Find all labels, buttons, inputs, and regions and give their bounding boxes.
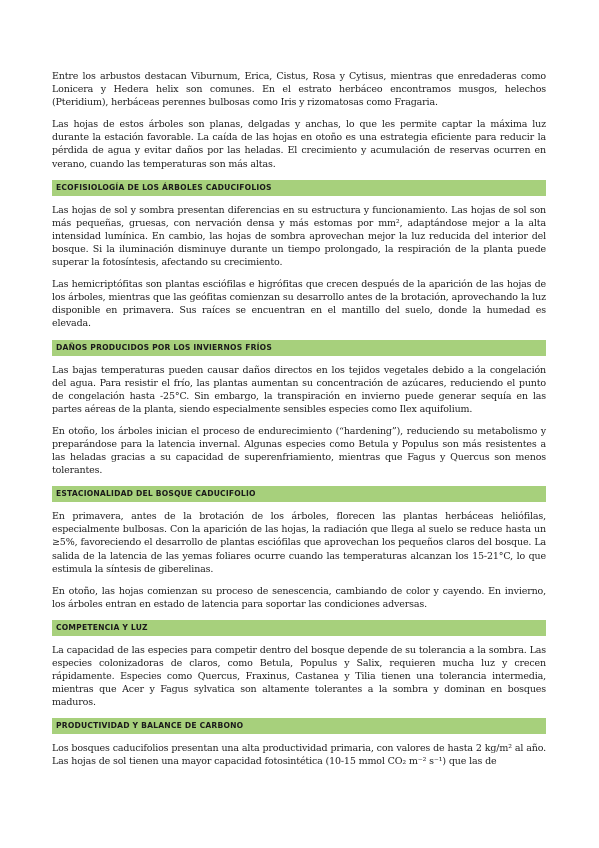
paragraph-shrubs: Entre los arbustos destacan Viburnum, Erica, Cistus, Rosa y Cytisus, mientras que enredaderas como Lonicera y Hedera helix son comunes. En el estrato herbáceo encontramos musgos, helechos (Pteridium), herbáceas perennes bulbosas como Iris y rizomatosas como Fragaria. [52, 71, 546, 109]
paragraph-sun-shade-leaves: Las hojas de sol y sombra presentan diferencias en su estructura y funcionamiento. Las hojas de sol son más pequeñas, gruesas, con nervación densa y más estomas por mm², adaptándose mejor a la alta intensidad lumínica. En cambio, las hojas de sombra aprovechan mejor la luz reducida del interior del bosque. Si la iluminación disminuye durante un tiempo prolongado, la respiración de la planta puede superar la fotosíntesis, afectando su crecimiento. [52, 204, 546, 269]
paragraph-low-temperatures: Las bajas temperaturas pueden causar daños directos en los tejidos vegetales debido a la congelación del agua. Para resistir el frío, las plantas aumentan su concentración de azúcares, reduciendo el punto de congelación hasta -25°C. Sin embargo, la transpiración en invierno puede generar sequía en las partes aéreas de la planta, siendo especialmente sensibles especies como Ilex aquifolium. [52, 364, 546, 415]
paragraph-productivity: Los bosques caducifolios presentan una alta productividad primaria, con valores de hasta 2 kg/m² al año. Las hojas de sol tienen una mayor capacidad fotosintética (10-15 mmol CO₂ m⁻² s⁻¹) que las de [52, 743, 546, 768]
paragraph-hardening: En otoño, los árboles inician el proceso de endurecimiento (“hardening”), reduciendo su metabolismo y preparándose para la latencia invernal. Algunas especies como Betula y Populus son más resistentes a las heladas gracias a su capacidad de superenfriamiento, mientras que Fagus y Quercus son menos tolerantes. [52, 425, 546, 477]
section-heading-danos-invierno: DAÑOS PRODUCIDOS POR LOS INVIERNOS FRÍOS [52, 340, 546, 356]
paragraph-hemicryptophytes: Las hemicriptófitas son plantas esciófilas e higrófitas que crecen después de la aparición de las hojas de los árboles, mientras que las geófitas comienzan su desarrollo antes de la brotación, aprovechando la luz disponible en primavera. Sus raíces se encuentran en el mantillo del suelo, donde la humedad es elevada. [52, 279, 546, 330]
paragraph-shade-tolerance: La capacidad de las especies para competir dentro del bosque depende de su tolerancia a la sombra. Las especies colonizadoras de claros, como Betula, Populus y Salix, requieren mucha luz y crecen rápidamente. Especies como Quercus, Fraxinus, Castanea y Tilia tienen una tolerancia intermedia, mientras que Acer y Fagus sylvatica son altamente tolerantes a la sombra y dominan en bosques maduros. [52, 644, 546, 709]
paragraph-leaves: Las hojas de estos árboles son planas, delgadas y anchas, lo que les permite captar la máxima luz durante la estación favorable. La caída de las hojas en otoño es una estrategia eficiente para reducir la pérdida de agua y evitar daños por las heladas. El crecimiento y acumulación de reservas ocurren en verano, cuando las temperaturas son más altas. [52, 119, 546, 170]
document-body [52, 70, 546, 769]
paragraph-spring: En primavera, antes de la brotación de los árboles, florecen las plantas herbáceas heliófilas, especialmente bulbosas. Con la aparición de las hojas, la radiación que llega al suelo se reduce hasta un ≥5%, favoreciendo el desarrollo de plantas esciófilas que aprovechan los pequeños claros del bosque. La salida de la latencia de las yemas foliares ocurre cuando las temperaturas alcanzan los 15-21°C, lo que estimula la síntesis de giberelinas. [52, 511, 546, 575]
section-heading-competencia: COMPETENCIA Y LUZ [52, 620, 546, 636]
section-heading-ecofisiologia: ECOFISIOLOGÍA DE LOS ÁRBOLES CADUCIFOLIOS [52, 180, 546, 196]
paragraph-autumn: En otoño, las hojas comienzan su proceso de senescencia, cambiando de color y cayendo. En invierno, los árboles entran en estado de latencia para soportar las condiciones adversas. [52, 585, 546, 610]
section-heading-estacionalidad: ESTACIONALIDAD DEL BOSQUE CADUCIFOLIO [52, 486, 546, 502]
section-heading-productividad: PRODUCTIVIDAD Y BALANCE DE CARBONO [52, 718, 546, 734]
